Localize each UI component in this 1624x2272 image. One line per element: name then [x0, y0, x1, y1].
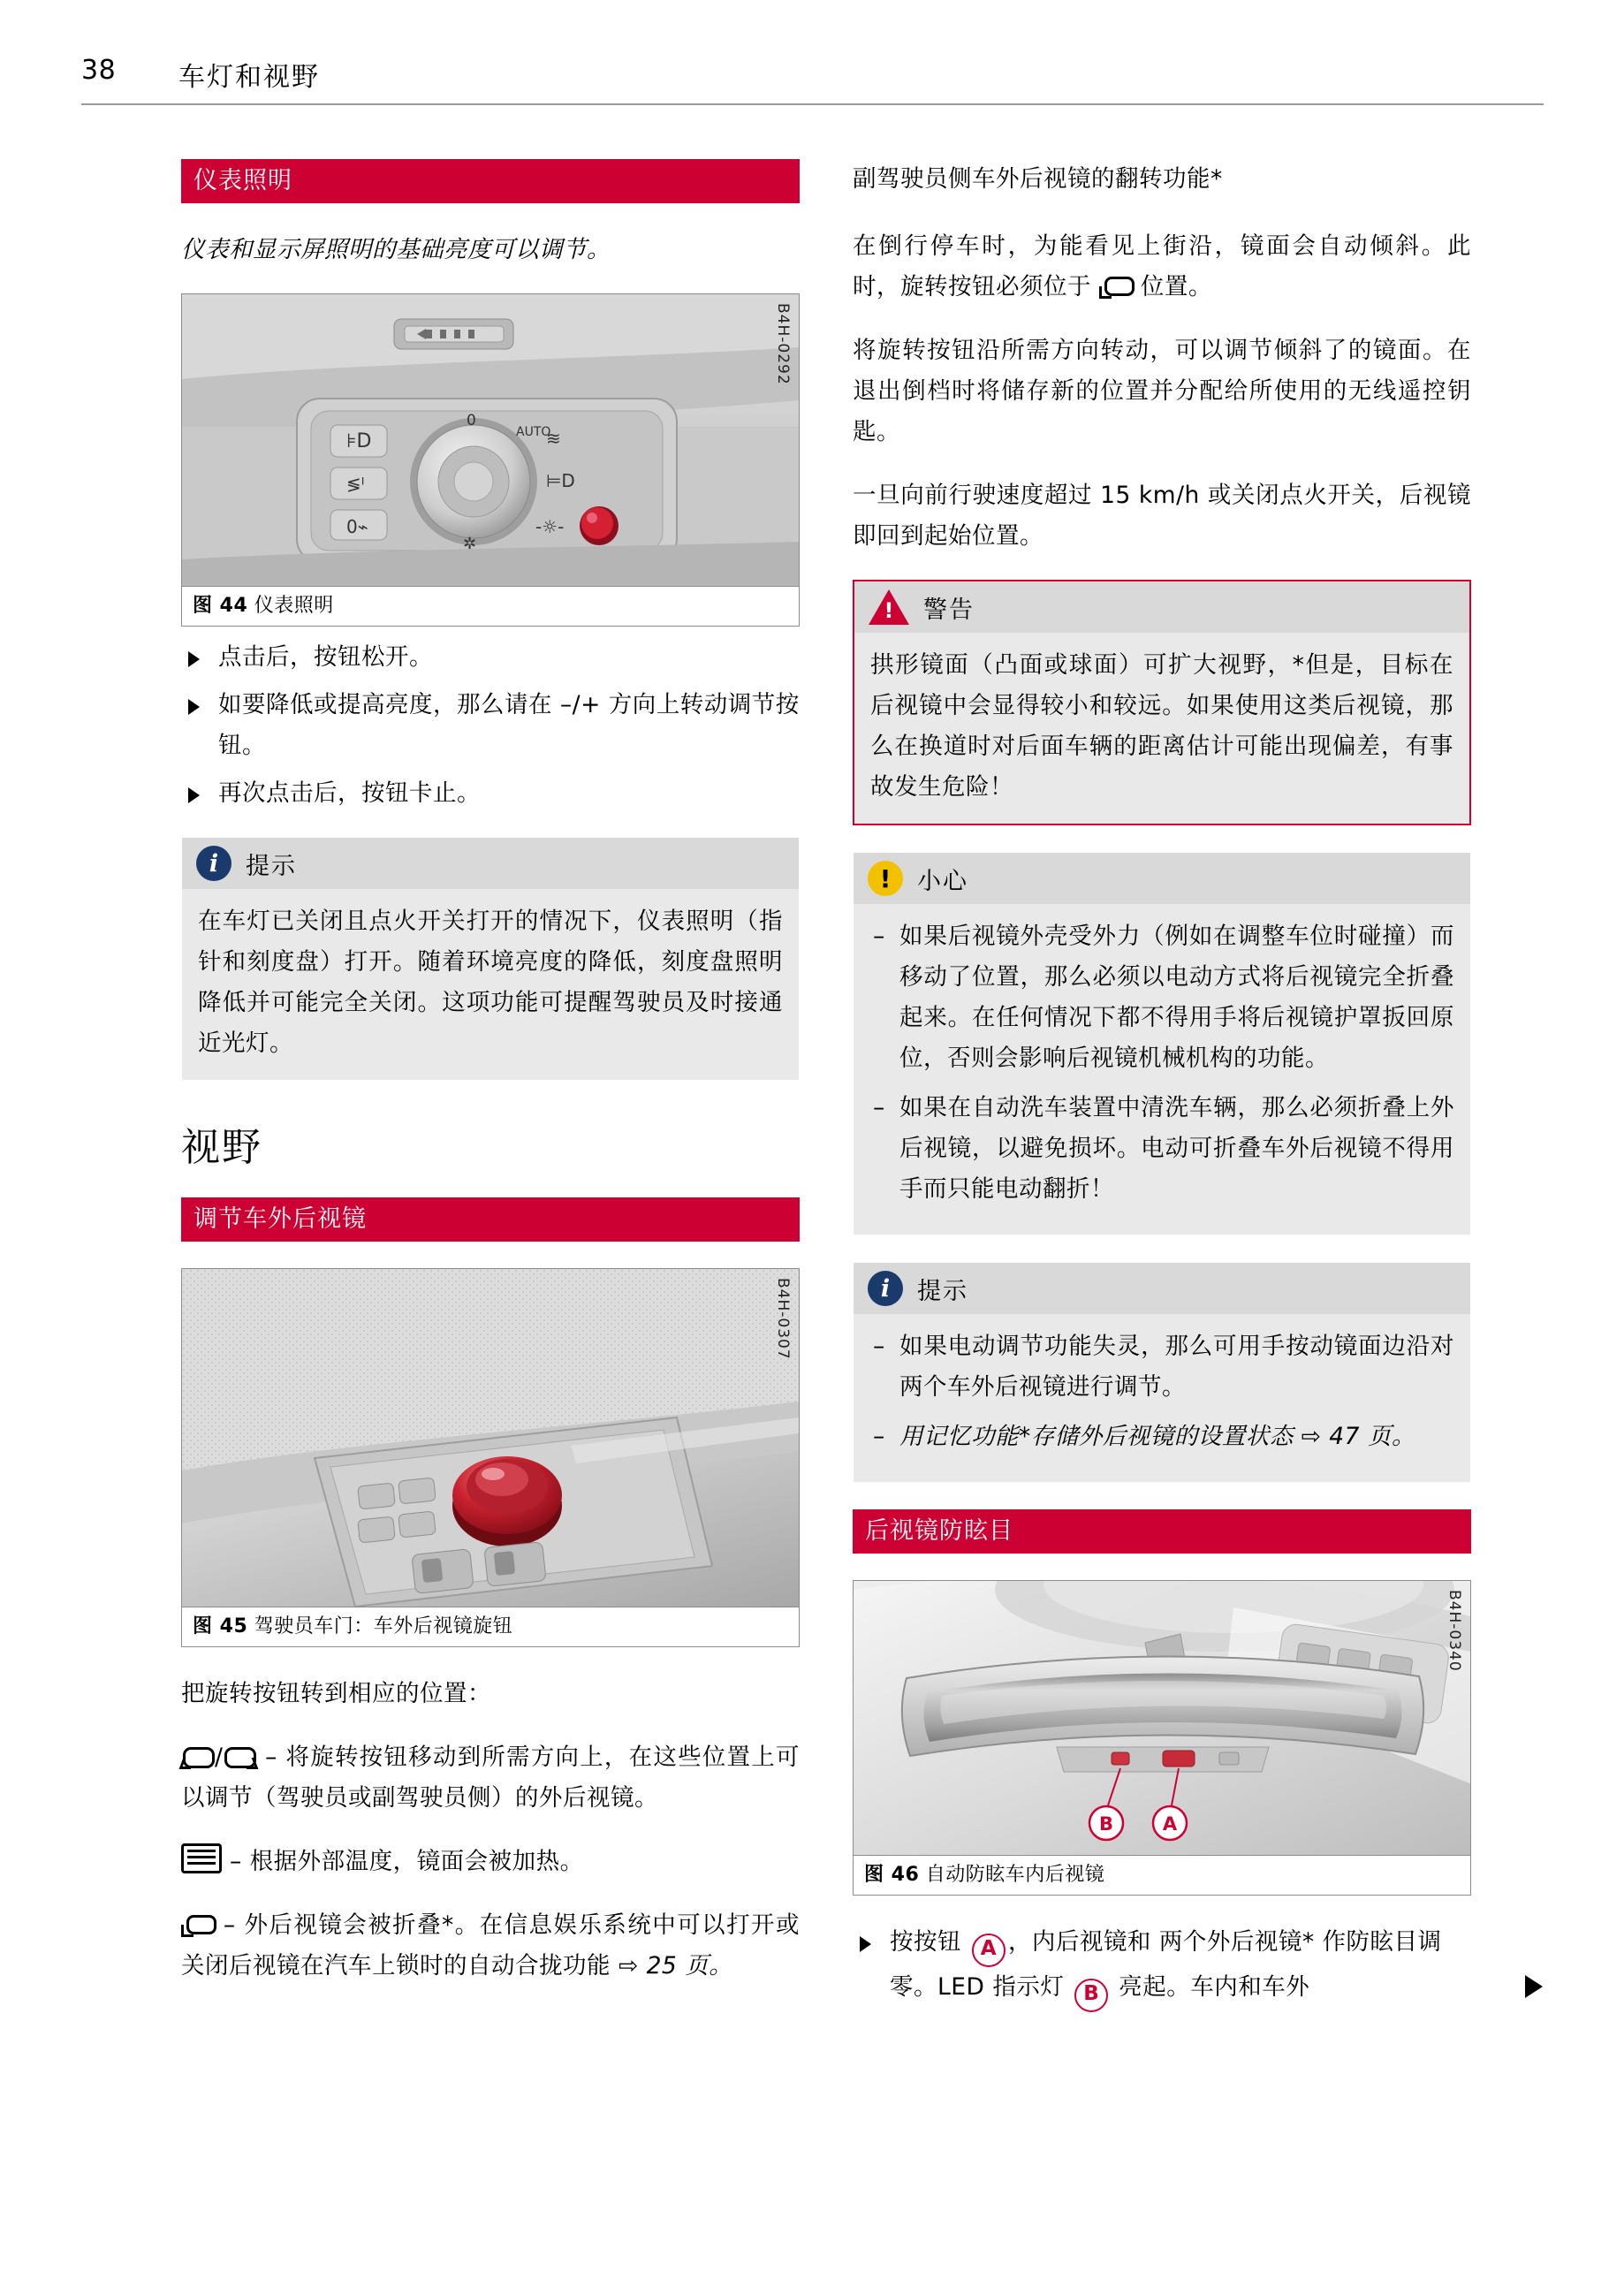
figure-46-caption-text: 自动防眩车内后视镜	[925, 1864, 1105, 1886]
right-para-2: 将旋转按钮沿所需方向转动，可以调节倾斜了的镜面。在退出倒档时将储存新的位置并分配给所使用的无线遥控钥匙。	[853, 337, 1471, 445]
header-divider	[81, 103, 1544, 105]
caution-list-item: – 如果后视镜外壳受外力（例如在调整车位时碰撞）而移动了位置，那么必须以电动方式将后视镜完全折叠起来。在任何情况下都不得用手将后视镜护罩扳回原位，否则会影响后视镜机械机构的功能。	[869, 916, 1454, 1079]
figure-45-image	[181, 1268, 800, 1607]
svg-text:B: B	[1098, 1813, 1114, 1835]
heading-field-of-view: 视野	[181, 1125, 262, 1170]
figure-44-image	[181, 293, 800, 587]
mirror-heating-icon	[181, 1843, 222, 1873]
callout-badge-b: B	[1074, 1979, 1108, 2012]
symbol-item-mirror-select-text: – 将旋转按钮移动到所需方向上，在这些位置上可以调节（驾驶员或副驾驶员侧）的外后视镜。	[181, 1744, 800, 1812]
warning-triangle-icon: !	[869, 589, 909, 625]
info-icon: i	[868, 1271, 903, 1306]
chapter-title: 车灯和视野	[178, 62, 320, 93]
page-number: 38	[81, 55, 117, 86]
step-item	[853, 1922, 1471, 2012]
section-title-adjust-mirrors: 调节车外后视镜	[181, 1197, 800, 1242]
note-box-left	[181, 837, 800, 1081]
svg-text:-☼-: -☼-	[535, 516, 565, 537]
left-column	[181, 159, 800, 2010]
svg-text:≶ᴵ: ≶ᴵ	[346, 474, 365, 495]
figure-44-label: 图 44	[193, 595, 248, 617]
info-icon: i	[196, 846, 231, 881]
symbol-item-mirror-heating-text: – 根据外部温度，镜面会被加热。	[229, 1848, 584, 1875]
antiglare-steps	[853, 1922, 1471, 2012]
mirror-fold-icon	[181, 1913, 215, 1936]
note-box-left-title: 提示	[246, 852, 297, 880]
page-reference-25: ⇨ 25 页。	[618, 1952, 733, 1979]
right-para-3: 一旦向前行驶速度超过 15 km/h 或关闭点火开关，后视镜即回到起始位置。	[853, 482, 1471, 550]
symbol-item-mirror-fold-text: – 外后视镜会被折叠*。在信息娱乐系统中可以打开或关闭后视镜在汽车上锁时的自动合拢功能	[181, 1911, 800, 1979]
note-box-left-body	[182, 889, 799, 1080]
section-title-instrument-lighting: 仪表照明	[181, 159, 800, 203]
right-para-1	[853, 226, 1471, 308]
figure-44-caption	[181, 587, 800, 627]
figure-46-code: B4H-0340	[1446, 1590, 1463, 1672]
continuation-marker	[1525, 1975, 1543, 1998]
section-title-mirror-antiglare: 后视镜防眩目	[853, 1509, 1471, 1554]
note-list	[869, 1326, 1454, 1457]
figure-46-label: 图 46	[864, 1864, 920, 1886]
svg-text:0: 0	[467, 412, 476, 429]
svg-text:0⌁: 0⌁	[346, 516, 368, 537]
figure-44	[181, 293, 800, 627]
note-box-left-header	[182, 838, 799, 889]
step-item: 如要降低或提高亮度，那么请在 –/+ 方向上转动调节按钮。	[181, 685, 800, 766]
caution-box-header	[854, 853, 1470, 904]
caution-box-body	[854, 904, 1470, 1235]
note-list-item: – 如果电动调节功能失灵，那么可用手按动镜面边沿对两个车外后视镜进行调节。	[869, 1326, 1454, 1408]
mirror-fold-icon	[1099, 275, 1133, 298]
section-intro-text: 仪表和显示屏照明的基础亮度可以调节。	[181, 236, 611, 263]
step-item: 再次点击后，按钮卡止。	[181, 773, 800, 814]
svg-text:⊨D: ⊨D	[546, 470, 575, 491]
caution-box-title: 小心	[917, 867, 968, 895]
instrument-lighting-steps	[181, 637, 800, 814]
symbol-item-mirror-heating	[181, 1842, 800, 1882]
mirror-right-icon	[223, 1745, 256, 1768]
page-header	[81, 55, 1544, 108]
warning-box-body	[854, 633, 1469, 824]
caution-circle-icon: !	[868, 861, 903, 896]
note-list-item: – 用记忆功能*存储外后视镜的设置状态 ⇨ 47 页。	[869, 1417, 1454, 1457]
warning-box-header	[854, 581, 1469, 633]
svg-text:A: A	[1162, 1813, 1178, 1835]
right-column	[853, 159, 1471, 2035]
figure-45-label: 图 45	[193, 1615, 248, 1638]
note-box-right-header	[854, 1263, 1470, 1314]
note-box-left-text: 在车灯已关闭且点火开关打开的情况下，仪表照明（指针和刻度盘）打开。随着环境亮度的降低，刻度盘照明降低并可能完全关闭。这项功能可提醒驾驶员及时接通近光灯。	[198, 908, 783, 1057]
callout-badge-a: A	[972, 1934, 1006, 1967]
mirror-lead-text: 把旋转按钮转到相应的位置：	[181, 1680, 491, 1707]
figure-45-caption-text: 驾驶员车门：车外后视镜旋钮	[254, 1615, 513, 1638]
figure-46-caption	[853, 1856, 1471, 1896]
caution-list-item: – 如果在自动洗车装置中清洗车辆，那么必须折叠上外后视镜，以避免损坏。电动可折叠车外后视镜不得用手而只能电动翻折！	[869, 1088, 1454, 1210]
final-step-part2: ，内后视镜和 两个外后视镜* 作防眩目调零。LED 指示灯	[890, 1928, 1442, 2001]
figure-44-caption-text: 仪表照明	[254, 595, 334, 617]
warning-box-text: 拱形镜面（凸面或球面）可扩大视野，*但是，目标在后视镜中会显得较小和较远。如果使用这类后视镜，那么在换道时对后面车辆的距离估计可能出现偏差，有事故发生危险！	[870, 651, 1453, 801]
warning-box-title: 警告	[923, 596, 975, 624]
final-step-part3: 亮起。车内和车外	[1111, 1973, 1310, 2001]
final-step-part1: 按按钮	[890, 1928, 969, 1956]
figure-45-code: B4H-0307	[774, 1278, 792, 1360]
figure-46-image	[853, 1580, 1471, 1856]
symbol-item-mirror-select: / – 将旋转按钮移动到所需方向上，在这些位置上可以调节（驾驶员或副驾驶员侧）的外后视镜。	[181, 1744, 800, 1812]
right-heading: 副驾驶员侧车外后视镜的翻转功能*	[853, 165, 1223, 193]
step-item: 点击后，按钮松开。	[181, 637, 800, 678]
svg-text:⊧D: ⊧D	[346, 430, 372, 452]
right-para-1a: 在倒行停车时，为能看见上街沿，镜面会自动倾斜。此时，旋转按钮必须位于	[853, 232, 1471, 300]
caution-list	[869, 916, 1454, 1210]
warning-box	[853, 580, 1471, 825]
caution-box	[853, 852, 1471, 1235]
figure-46	[853, 1580, 1471, 1896]
figure-45-caption	[181, 1607, 800, 1647]
svg-text:≋: ≋	[546, 428, 561, 449]
symbol-item-mirror-fold	[181, 1905, 800, 1987]
svg-text:AUTO: AUTO	[516, 425, 551, 439]
right-para-1b: 位置。	[1132, 273, 1212, 300]
figure-44-code: B4H-0292	[774, 303, 792, 385]
note-box-right-title: 提示	[917, 1277, 968, 1305]
note-box-right	[853, 1262, 1471, 1483]
mirror-left-icon	[181, 1745, 215, 1768]
svg-text:✲: ✲	[463, 535, 477, 553]
note-box-right-body	[854, 1314, 1470, 1482]
figure-45	[181, 1268, 800, 1647]
